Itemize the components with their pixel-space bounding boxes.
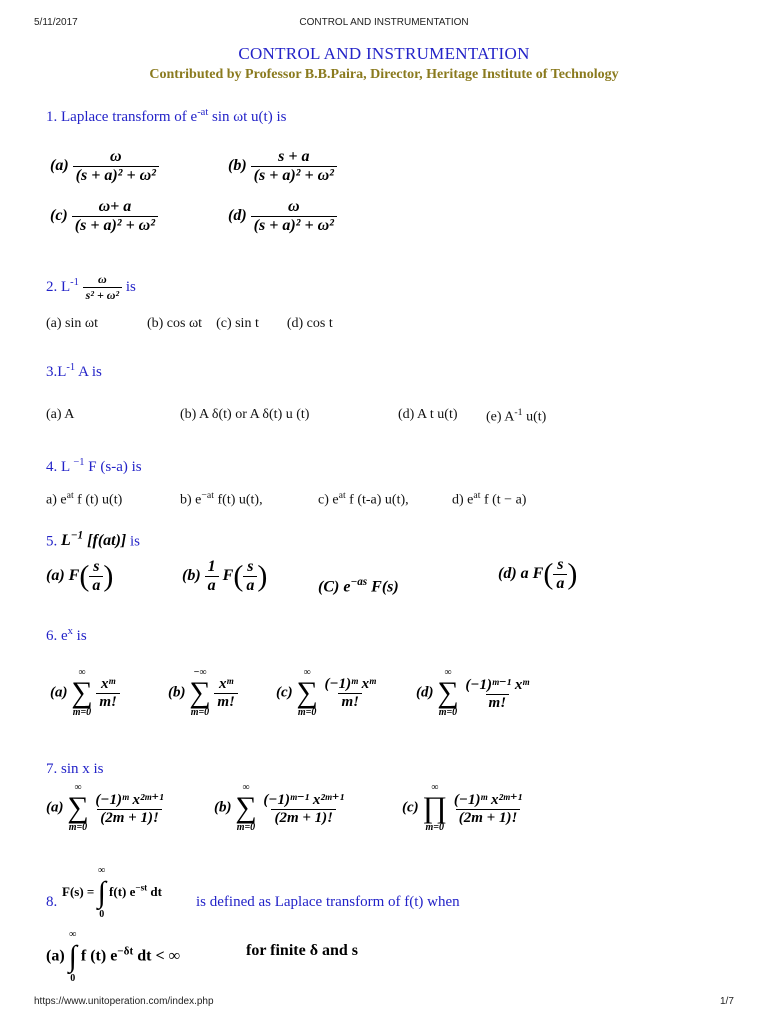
q4-option-d: [452, 490, 526, 509]
q6-b-sigma: ∑: [189, 676, 211, 709]
q3-option-a: (a) A: [46, 407, 75, 422]
q4-option-a: [46, 490, 122, 509]
q8-a-integral: [69, 930, 77, 984]
q1-b-num: s + a: [278, 148, 310, 165]
q5-d-label: (d) a F: [498, 565, 544, 583]
q1-c-num: ω+ a: [98, 198, 132, 215]
q6-c-sum: [296, 668, 317, 718]
q8-int-top: ∞: [98, 865, 106, 876]
q5-a-num: s: [93, 558, 100, 575]
q1-prefix: 1. Laplace transform of e: [46, 109, 198, 125]
q2-suffix: is: [125, 278, 136, 295]
q5-d-num: s: [557, 556, 564, 573]
q6-b-top: −∞: [193, 667, 207, 678]
q6-b-den: m!: [214, 693, 238, 711]
q5-a-lparen: (: [79, 559, 90, 593]
q7-a-top: ∞: [74, 782, 82, 793]
q7-c-den: (2m + 1)!: [456, 809, 521, 827]
q7-b-bot: m=0: [236, 822, 256, 833]
question-7: 7. sin x is: [46, 761, 104, 777]
q3-option-b: (b) A δ(t) or A δ(t) u (t): [180, 407, 310, 422]
q5-a-fraction: [89, 558, 103, 595]
q7-b-sum: [235, 783, 256, 833]
q7-c-fraction: [451, 790, 525, 827]
question-4: [46, 457, 142, 476]
q6-prefix: 6. e: [46, 628, 68, 644]
q5-a-label: (a) F: [46, 567, 80, 585]
q4-suffix: F (s-a) is: [84, 459, 142, 475]
q7-a-sum: [67, 783, 88, 833]
q5-b-coef: [205, 558, 219, 595]
q2-options: (a) sin ωt (b) cos ωt (c) sin t (d) cos t: [46, 316, 333, 331]
q3-e-tail: u(t): [522, 409, 547, 425]
q5-b-label: (b): [182, 567, 201, 585]
q6-c-fraction: [322, 676, 379, 711]
q5-d-den: a: [553, 574, 567, 593]
q6-a-top: ∞: [78, 667, 86, 678]
q4-option-c: [318, 490, 409, 509]
q4-option-b: [180, 490, 263, 509]
q3-sup: -1: [66, 362, 76, 373]
q8-option-a: [46, 930, 180, 984]
q2-den: s² + ω²: [83, 287, 122, 303]
q1-c-den: (s + a)² + ω²: [72, 216, 158, 235]
q5-prefix: 5.: [46, 533, 58, 550]
q1-b-label: (b): [228, 157, 247, 175]
q1-d-num: ω: [288, 198, 300, 215]
q2-sup: -1: [70, 276, 79, 288]
q1-d-label: (d): [228, 207, 247, 225]
q6-option-d: [416, 668, 532, 718]
q8-dt: dt: [147, 883, 162, 899]
q7-a-label: (a): [46, 799, 64, 816]
q3-e-text: (e) A: [486, 409, 515, 425]
q1-a-label: (a): [50, 157, 69, 175]
question-2: [46, 272, 136, 303]
q1-c-fraction: [72, 198, 158, 235]
question-8-label: 8.: [46, 894, 58, 910]
q2-num: ω: [98, 272, 107, 286]
q5-expr-body: [f(at)]: [87, 532, 127, 550]
q5-b-num: s: [247, 558, 254, 575]
q7-a-fraction: [92, 790, 166, 827]
q5-a-rparen: ): [103, 559, 114, 593]
q6-a-bot: m=0: [72, 707, 92, 718]
q5-expr-l: L: [61, 532, 71, 550]
q7-option-b: [214, 783, 347, 833]
q1-a-den: (s + a)² + ω²: [73, 166, 159, 185]
q4-b-tail: f(t) u(t),: [214, 492, 263, 508]
q6-a-sigma: ∑: [71, 676, 93, 709]
q4-c-text: c) e: [318, 492, 339, 508]
q1-option-c: [50, 198, 158, 235]
q6-b-fraction: [214, 676, 238, 711]
q1-b-den: (s + a)² + ω²: [251, 166, 337, 185]
q8-int-sign: ∫: [97, 876, 106, 909]
q7-b-fraction: [260, 790, 347, 827]
q4-d-text: d) e: [452, 492, 474, 508]
q6-suffix: is: [72, 628, 87, 644]
q6-a-fraction: [96, 676, 120, 711]
q6-d-sum: [437, 668, 458, 718]
q6-d-den: m!: [486, 694, 510, 712]
q4-c-tail: f (t-a) u(t),: [345, 492, 409, 508]
q5-option-a: [46, 558, 113, 595]
q1-a-fraction: [73, 148, 159, 185]
q5-d-fraction: [553, 556, 567, 593]
q4-c-sup: at: [338, 490, 346, 501]
q6-d-top: ∞: [444, 667, 452, 678]
q4-prefix: 4. L: [46, 459, 74, 475]
q7-c-num: (−1)ᵐ x²ᵐ⁺¹: [453, 791, 523, 808]
q8-definition: [62, 866, 162, 920]
q6-b-label: (b): [168, 684, 186, 701]
q4-a-tail: f (t) u(t): [73, 492, 123, 508]
q7-a-den: (2m + 1)!: [97, 809, 162, 827]
q1-suffix: sin ωt u(t) is: [208, 109, 287, 125]
q3-option-d: (d) A t u(t): [398, 407, 458, 422]
question-6: [46, 626, 87, 645]
q7-a-bot: m=0: [68, 822, 88, 833]
q8-integrand: f(t) e: [109, 883, 136, 899]
q6-b-sum: [189, 668, 210, 718]
q8-a-int-bot: 0: [70, 973, 76, 984]
q4-b-sup: −at: [201, 490, 214, 501]
q5-suffix: is: [130, 533, 141, 550]
q5-b-lparen: (: [233, 559, 244, 593]
q7-b-label: (b): [214, 799, 232, 816]
q6-c-bot: m=0: [297, 707, 317, 718]
q6-d-label: (d): [416, 684, 434, 701]
print-header-title: CONTROL AND INSTRUMENTATION: [299, 17, 469, 28]
q6-c-top: ∞: [303, 667, 311, 678]
q1-option-a: [50, 148, 159, 185]
q6-a-den: m!: [96, 693, 120, 711]
footer-url[interactable]: https://www.unitoperation.com/index.php: [34, 996, 214, 1007]
q6-a-label: (a): [50, 684, 68, 701]
q7-c-label: (c): [402, 799, 419, 816]
q5-b-coef-num: 1: [207, 558, 216, 575]
page-number: 1/7: [720, 996, 734, 1007]
q5-b-f: F: [222, 567, 234, 585]
q8-def-lhs: F(s) =: [62, 883, 95, 899]
q8-integrand-sup: −st: [135, 882, 148, 893]
q6-c-num: (−1)ᵐ xᵐ: [324, 675, 376, 692]
q7-option-a: [46, 783, 167, 833]
q6-d-sigma: ∑: [437, 676, 459, 709]
q5-b-fraction: [243, 558, 257, 595]
q1-option-d: [228, 198, 337, 235]
q7-option-c: [402, 783, 525, 833]
q1-b-fraction: [251, 148, 337, 185]
q4-d-sup: at: [473, 490, 481, 501]
q1-d-den: (s + a)² + ω²: [251, 216, 337, 235]
q8-a-tail: dt < ∞: [133, 947, 180, 965]
q6-option-c: [276, 668, 379, 718]
q7-a-num: (−1)ᵐ x²ᵐ⁺¹: [95, 791, 164, 808]
q4-a-sup: at: [66, 490, 74, 501]
q1-a-num: ω: [110, 148, 122, 165]
q1-d-fraction: [251, 198, 337, 235]
q6-d-num: (−1)ᵐ⁻¹ xᵐ: [465, 676, 530, 693]
question-3: [46, 362, 102, 381]
q2-fraction: [83, 272, 122, 303]
doc-subtitle: Contributed by Professor B.B.Paira, Director, Heritage Institute of Technology: [149, 67, 619, 82]
q5-option-d: [498, 556, 577, 593]
q5-expression: [61, 532, 126, 549]
q8-a-sup: −δt: [117, 945, 134, 958]
q4-b-text: b) e: [180, 492, 202, 508]
q7-b-num: (−1)ᵐ⁻¹ x²ᵐ⁺¹: [263, 791, 345, 808]
q1-option-b: [228, 148, 337, 185]
q8-integral: [98, 866, 106, 920]
q7-c-pi: ∏: [422, 791, 448, 824]
q5-d-lparen: (: [543, 557, 554, 591]
q1-c-label: (c): [50, 207, 68, 225]
q5-c-text: (C) e: [318, 578, 351, 596]
q6-d-bot: m=0: [438, 707, 458, 718]
q6-sup: x: [67, 626, 73, 637]
q8-a-int-top: ∞: [69, 929, 77, 940]
q7-b-sigma: ∑: [235, 791, 257, 824]
question-5: [46, 530, 140, 550]
q4-sup: −1: [73, 457, 85, 468]
q6-b-bot: m=0: [190, 707, 210, 718]
q7-c-product: [422, 783, 447, 833]
q5-b-rparen: ): [257, 559, 268, 593]
q4-a-text: a) e: [46, 492, 67, 508]
q8-a-label: (a): [46, 947, 65, 965]
q3-option-e: [486, 407, 546, 426]
doc-title: CONTROL AND INSTRUMENTATION: [238, 44, 530, 63]
q6-option-a: [50, 668, 120, 718]
q3-e-sup: -1: [514, 407, 523, 418]
q5-c-sup: −as: [350, 576, 368, 588]
q6-d-fraction: [462, 675, 532, 712]
q1-sup: -at: [197, 107, 209, 118]
print-date: 5/11/2017: [34, 17, 78, 28]
question-8: is defined as Laplace transform of f(t) when: [196, 894, 460, 910]
q2-prefix: 2. L: [46, 278, 71, 295]
q6-a-num: xᵐ: [101, 675, 116, 692]
q5-b-den: a: [243, 576, 257, 595]
q4-d-tail: f (t − a): [480, 492, 527, 508]
q7-c-top: ∞: [431, 782, 439, 793]
q5-d-rparen: ): [567, 557, 578, 591]
q6-option-b: [168, 668, 238, 718]
q3-suffix: A is: [75, 364, 102, 380]
q7-a-sigma: ∑: [67, 791, 89, 824]
q5-a-den: a: [89, 576, 103, 595]
q6-a-sum: [71, 668, 92, 718]
q5-b-coef-den: a: [205, 576, 219, 595]
q8-a-integrand: f (t) e: [80, 947, 118, 965]
q5-c-tail: F(s): [367, 578, 399, 596]
q6-c-den: m!: [338, 693, 362, 711]
q6-b-num: xᵐ: [219, 675, 234, 692]
q6-c-label: (c): [276, 684, 293, 701]
q5-option-c: [318, 576, 399, 596]
q5-expr-sup: −1: [70, 530, 84, 542]
q5-option-b: [182, 558, 267, 595]
q7-b-den: (2m + 1)!: [271, 809, 336, 827]
q8-int-bot: 0: [99, 909, 105, 920]
question-1: [46, 107, 286, 126]
q8-a-int-sign: ∫: [68, 940, 77, 973]
q7-c-bot: m=0: [425, 822, 444, 833]
q7-b-top: ∞: [242, 782, 250, 793]
q6-c-sigma: ∑: [296, 676, 318, 709]
q3-prefix: 3.L: [46, 364, 67, 380]
q8-a-condition: for finite δ and s: [246, 942, 359, 959]
